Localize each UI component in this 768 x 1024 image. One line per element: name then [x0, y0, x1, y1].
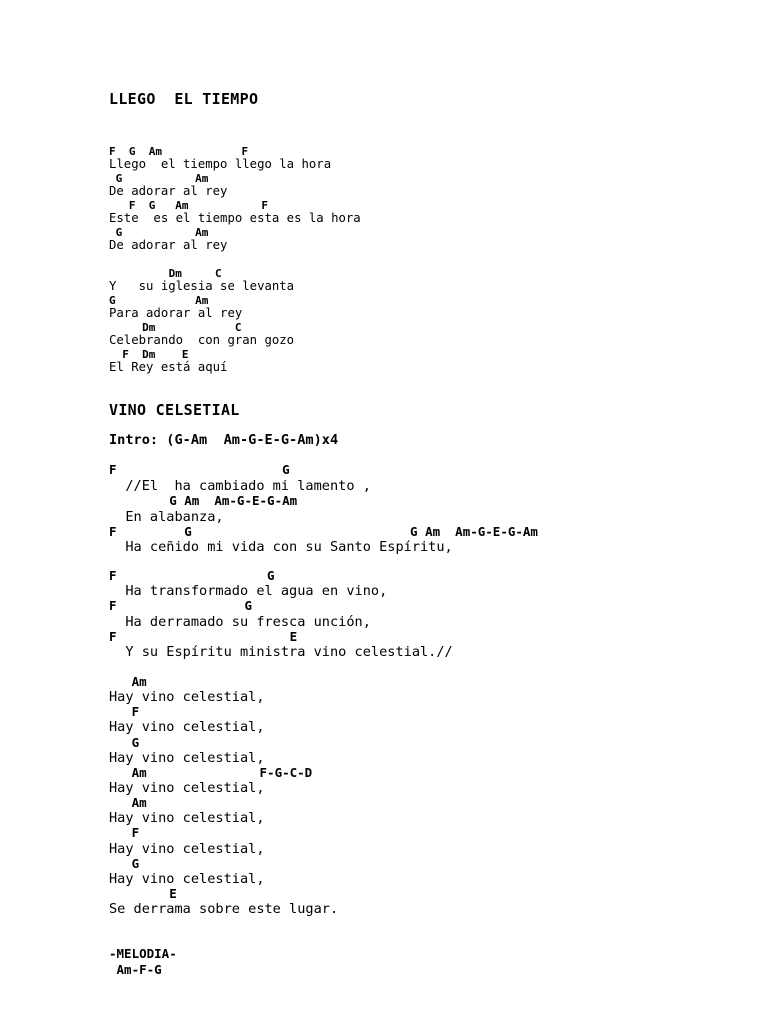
lyric-line: Hay vino celestial,: [109, 810, 265, 826]
chord-line: E: [109, 886, 177, 901]
chord-line: G Am: [109, 172, 209, 185]
lyric-line: El Rey está aquí: [109, 360, 228, 374]
lyric-line: Hay vino celestial,: [109, 841, 265, 857]
lyric-line: Hay vino celestial,: [109, 871, 265, 887]
lyric-line: Este es el tiempo esta es la hora: [109, 211, 361, 225]
melody-label: -MELODIA-: [109, 946, 177, 961]
chord-line: G Am: [109, 226, 209, 239]
song-title: VINO CELSETIAL: [109, 401, 240, 419]
melody-chords: Am-F-G: [109, 962, 162, 977]
chord-line: Dm C: [109, 321, 242, 334]
lyric-line: Y su Espíritu ministra vino celestial.//: [109, 644, 453, 660]
chord-line: Am: [109, 795, 147, 810]
chord-line: G Am: [109, 294, 209, 307]
chord-line: Dm C: [109, 267, 222, 280]
chord-line: F: [109, 825, 140, 840]
lyric-line: De adorar al rey: [109, 238, 228, 252]
chord-line: G: [109, 856, 140, 871]
lyric-line: Hay vino celestial,: [109, 689, 265, 705]
chord-line: F: [109, 704, 140, 719]
lyric-line: De adorar al rey: [109, 184, 228, 198]
lyric-line: Ha ceñido mi vida con su Santo Espíritu,: [109, 539, 453, 555]
intro-line: Intro: (G-Am Am-G-E-G-Am)x4: [109, 432, 339, 448]
chord-line: F G Am F: [109, 145, 249, 158]
lyric-line: Se derrama sobre este lugar.: [109, 901, 339, 917]
lyric-line: Ha transformado el agua en vino,: [109, 583, 388, 599]
lyric-line: Y su iglesia se levanta: [109, 279, 295, 293]
chord-line: F G Am F: [109, 199, 268, 212]
chord-line: Am F-G-C-D: [109, 765, 313, 780]
lyric-line: //El ha cambiado mi lamento ,: [109, 478, 371, 494]
lyric-line: Ha derramado su fresca unción,: [109, 614, 371, 630]
chord-line: G: [109, 735, 140, 750]
lyric-line: Hay vino celestial,: [109, 750, 265, 766]
lyric-line: Hay vino celestial,: [109, 719, 265, 735]
lyric-line: En alabanza,: [109, 509, 224, 525]
chord-line: Am: [109, 674, 147, 689]
lyric-line: Llego el tiempo llego la hora: [109, 157, 332, 171]
lyric-line: Hay vino celestial,: [109, 780, 265, 796]
chord-line: F G G Am Am-G-E-G-Am: [109, 524, 538, 539]
chord-line: F G: [109, 598, 252, 613]
chord-line: F Dm E: [109, 348, 189, 361]
chord-line: F G: [109, 568, 275, 583]
chord-line: G Am Am-G-E-G-Am: [109, 493, 298, 508]
chord-line: F G: [109, 462, 290, 477]
lyric-line: Celebrando con gran gozo: [109, 333, 295, 347]
lyric-line: Para adorar al rey: [109, 306, 243, 320]
song-title: LLEGO EL TIEMPO: [109, 90, 259, 108]
chord-line: F E: [109, 629, 298, 644]
